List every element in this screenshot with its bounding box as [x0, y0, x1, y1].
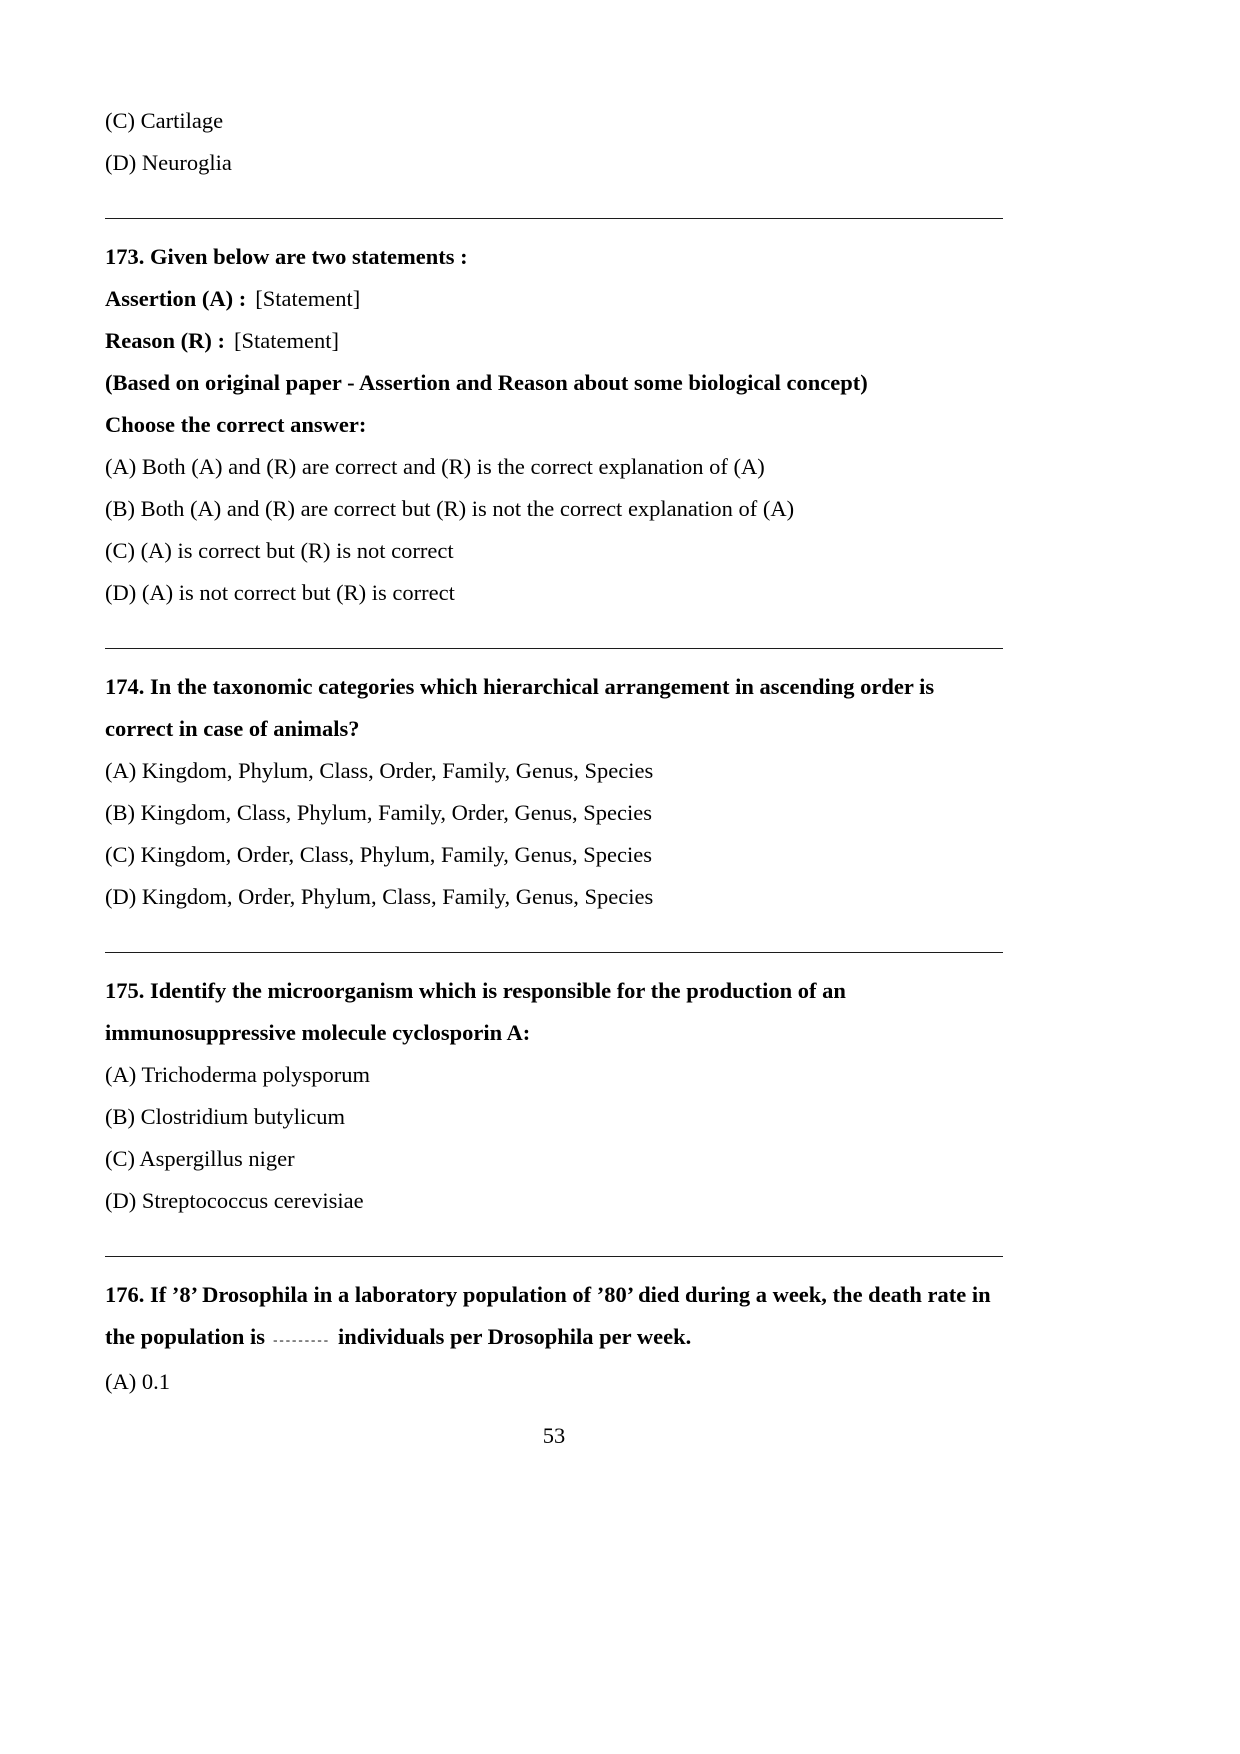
assertion-label: Assertion (A) :	[105, 286, 247, 311]
option-line: (A) Kingdom, Phylum, Class, Order, Family, Genus, Species	[105, 758, 654, 783]
option-line: (D) Neuroglia	[105, 150, 232, 175]
question-heading: 175. Identify the microorganism which is responsible for the production of an immunosuppressive molecule cyclosporin A:	[105, 978, 846, 1045]
page-number: 53	[542, 1423, 566, 1448]
question-note: (Based on original paper - Assertion and Reason about some biological concept)	[105, 370, 868, 395]
question-text-before-blank: 176. If ’8’ Drosophila in a laboratory population of ’80’ died during a week, the death rate in the population is	[105, 1282, 991, 1349]
blank-line: ---------	[273, 1332, 331, 1347]
option-line: (B) Both (A) and (R) are correct but (R) is not the correct explanation of (A)	[105, 496, 795, 521]
option-line: (C) Aspergillus niger	[105, 1146, 295, 1171]
option-line: (A) Both (A) and (R) are correct and (R) is the correct explanation of (A)	[105, 454, 765, 479]
section-divider	[105, 218, 1003, 219]
option-line: (A) Trichoderma polysporum	[105, 1062, 370, 1087]
section-divider	[105, 952, 1003, 953]
option-line: (D) Streptococcus cerevisiae	[105, 1188, 364, 1213]
question-176	[105, 1274, 1003, 1403]
assertion-line	[105, 278, 1003, 320]
option-line: (C) Cartilage	[105, 108, 224, 133]
reason-line	[105, 320, 1003, 362]
question-heading	[105, 1274, 1003, 1361]
question-173	[105, 236, 1003, 614]
choose-label: Choose the correct answer:	[105, 412, 367, 437]
question-text-after-blank: individuals per Drosophila per week.	[338, 1324, 692, 1349]
option-line: (D) Kingdom, Order, Phylum, Class, Family, Genus, Species	[105, 884, 654, 909]
reason-text: [Statement]	[233, 328, 339, 353]
reason-label: Reason (R) :	[105, 328, 225, 353]
assertion-text: [Statement]	[255, 286, 361, 311]
question-175	[105, 970, 1003, 1222]
option-line: (C) Kingdom, Order, Class, Phylum, Family, Genus, Species	[105, 842, 652, 867]
question-heading: 173. Given below are two statements :	[105, 244, 468, 269]
option-line: (C) (A) is correct but (R) is not correct	[105, 538, 454, 563]
option-line: (A) 0.1	[105, 1369, 170, 1394]
question-174	[105, 666, 1003, 918]
question-heading: 174. In the taxonomic categories which hierarchical arrangement in ascending order is correct in case of animals?	[105, 674, 935, 741]
section-divider	[105, 1256, 1003, 1257]
option-line: (B) Clostridium butylicum	[105, 1104, 345, 1129]
option-line: (D) (A) is not correct but (R) is correct	[105, 580, 455, 605]
option-line: (B) Kingdom, Class, Phylum, Family, Order, Genus, Species	[105, 800, 652, 825]
section-divider	[105, 648, 1003, 649]
